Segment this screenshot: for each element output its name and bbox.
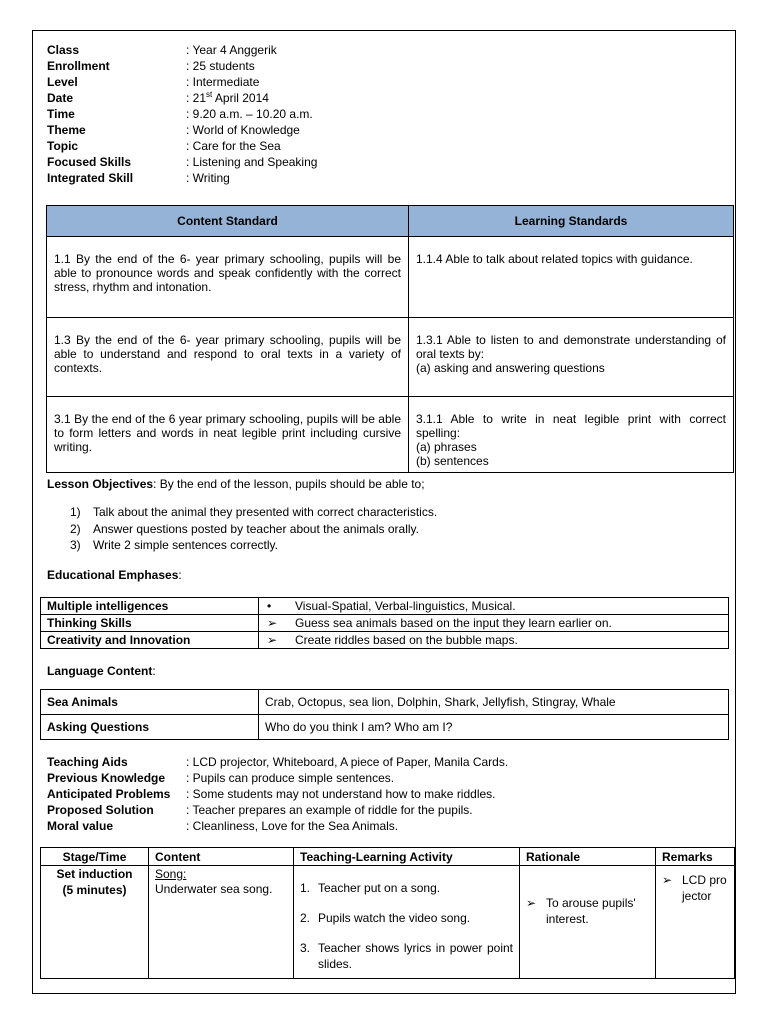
list-text: Teacher put on a song. <box>318 881 441 895</box>
learning-standard-line: (a) asking and answering questions <box>416 361 605 375</box>
detail-value: : LCD projector, Whiteboard, A piece of Paper, Manila Cards. <box>186 755 509 769</box>
header-value: : World of Knowledge <box>186 123 300 137</box>
table-row <box>47 237 734 318</box>
learning-standard-line: 3.1.1 Able to write in neat legible print with correct spelling: <box>416 412 726 440</box>
heading-colon: : <box>178 568 182 582</box>
list-item <box>662 872 728 904</box>
header-value: : Listening and Speaking <box>186 155 318 169</box>
emphasis-text: Visual-Spatial, Verbal-linguistics, Musical. <box>295 599 516 613</box>
list-item <box>70 504 437 521</box>
arrow-bullet-icon: ➢ <box>526 896 537 910</box>
detail-value: : Teacher prepares an example of riddle for the pupils. <box>186 803 473 817</box>
standards-table <box>46 205 734 473</box>
content-standard-header: Content Standard <box>47 206 409 237</box>
list-number: 3. <box>300 941 311 955</box>
arrow-bullet-icon: ➢ <box>267 633 278 647</box>
arrow-bullet-icon: ➢ <box>662 873 673 887</box>
date-day: : 21 <box>186 91 207 105</box>
emphasis-value <box>259 598 729 615</box>
content-standard-cell: 1.1 By the end of the 6- year primary schooling, pupils will be able to pronounce words and speak confidently with the correct stress, rhythm and intonation. <box>47 237 409 318</box>
header-label: Class <box>47 43 80 57</box>
content-standard-cell: 1.3 By the end of the 6- year primary schooling, pupils will be able to understand and respond to oral texts in a variety of contexts. <box>47 318 409 397</box>
learning-standard-cell <box>409 237 734 318</box>
content-standard-cell: 3.1 By the end of the 6 year primary schooling, pupils will be able to form letters and words in neat legible print including cursive writing. <box>47 397 409 473</box>
objectives-list <box>70 504 437 554</box>
list-item <box>70 537 437 554</box>
learning-standard-cell <box>409 318 734 397</box>
emphasis-key: Thinking Skills <box>41 615 259 632</box>
table-row <box>41 598 729 615</box>
detail-label: Anticipated Problems <box>47 787 171 801</box>
detail-label: Proposed Solution <box>47 803 154 817</box>
list-text: Write 2 simple sentences correctly. <box>93 538 278 552</box>
stage-time-header: Stage/Time <box>41 848 149 866</box>
header-label: Topic <box>47 139 79 153</box>
language-table <box>40 689 729 740</box>
header-value: : 9.20 a.m. – 10.20 a.m. <box>186 107 313 121</box>
stage-header-row <box>41 848 735 866</box>
list-text: Pupils watch the video song. <box>318 911 471 925</box>
objectives-label: Lesson Objectives <box>47 477 154 491</box>
stage-name: Set induction <box>56 867 133 881</box>
table-row <box>41 615 729 632</box>
header-label: Focused Skills <box>47 155 132 169</box>
header-value <box>186 90 269 106</box>
header-value: : Care for the Sea <box>186 139 281 153</box>
learning-standard-cell <box>409 397 734 473</box>
header-label: Integrated Skill <box>47 171 134 185</box>
list-number: 2) <box>70 521 81 536</box>
stage-table <box>40 847 735 979</box>
emphases-label: Educational Emphases <box>47 568 179 582</box>
emphasis-value <box>259 615 729 632</box>
emphasis-key: Multiple intelligences <box>41 598 259 615</box>
learning-standards-header: Learning Standards <box>409 206 734 237</box>
stage-cell <box>41 866 149 979</box>
rationale-header: Rationale <box>520 848 656 866</box>
detail-value: : Cleanliness, Love for the Sea Animals. <box>186 819 399 833</box>
language-label: Language Content <box>47 664 153 678</box>
learning-standard-line: 1.3.1 Able to listen to and demonstrate understanding of oral texts by: <box>416 333 726 361</box>
detail-value: : Some students may not understand how to make riddles. <box>186 787 496 801</box>
language-key: Sea Animals <box>41 690 259 715</box>
detail-value: : Pupils can produce simple sentences. <box>186 771 395 785</box>
table-row <box>41 866 735 979</box>
rationale-cell <box>520 866 656 979</box>
content-body: Underwater sea song. <box>155 882 273 896</box>
heading-colon: : <box>152 664 156 678</box>
detail-label: Previous Knowledge <box>47 771 166 785</box>
header-label: Date <box>47 91 74 105</box>
arrow-bullet-icon: ➢ <box>267 616 278 630</box>
language-key: Asking Questions <box>41 715 259 740</box>
language-content-heading <box>47 664 156 678</box>
bullet-icon: • <box>267 599 272 613</box>
list-number: 2. <box>300 911 311 925</box>
objectives-intro: : By the end of the lesson, pupils should be able to; <box>153 477 425 491</box>
list-item <box>300 910 513 926</box>
list-number: 3) <box>70 538 81 552</box>
language-value: Crab, Octopus, sea lion, Dolphin, Shark, Jellyfish, Stingray, Whale <box>259 690 729 715</box>
emphasis-text: Guess sea animals based on the input they learn earlier on. <box>295 616 612 630</box>
content-cell <box>149 866 294 979</box>
list-item <box>300 880 513 896</box>
header-value: : Writing <box>186 171 230 185</box>
list-text: Talk about the animal they presented with correct characteristics. <box>93 505 438 519</box>
table-row <box>41 715 729 740</box>
table-row <box>47 318 734 397</box>
emphasis-value <box>259 632 729 649</box>
remarks-text: LCD projector <box>682 873 727 903</box>
date-suffix: st <box>206 90 213 99</box>
standards-header-row <box>47 206 734 237</box>
emphases-table <box>40 597 729 649</box>
language-value: Who do you think I am? Who am I? <box>259 715 729 740</box>
emphasis-key: Creativity and Innovation <box>41 632 259 649</box>
learning-standard-line: 1.1.4 Able to talk about related topics with guidance. <box>416 252 693 266</box>
list-item <box>526 895 649 927</box>
detail-label: Teaching Aids <box>47 755 128 769</box>
detail-label: Moral value <box>47 819 114 833</box>
date-month-year: April 2014 <box>212 91 269 105</box>
educational-emphases-heading <box>47 568 182 582</box>
list-item <box>70 521 437 538</box>
header-label: Time <box>47 107 75 121</box>
list-number: 1. <box>300 881 311 895</box>
remarks-header: Remarks <box>656 848 735 866</box>
emphasis-text: Create riddles based on the bubble maps. <box>295 633 518 647</box>
table-row <box>47 397 734 473</box>
learning-standard-line: (a) phrases <box>416 440 477 454</box>
activity-header: Teaching-Learning Activity <box>294 848 520 866</box>
header-label: Level <box>47 75 78 89</box>
rationale-text: To arouse pupils' interest. <box>546 896 636 926</box>
header-value: : Year 4 Anggerik <box>186 43 277 57</box>
content-title: Song: <box>155 867 187 881</box>
header-value: : 25 students <box>186 59 255 73</box>
header-label: Theme <box>47 123 86 137</box>
list-text: Teacher shows lyrics in power point slides. <box>318 941 513 971</box>
list-number: 1) <box>70 505 81 519</box>
stage-duration: (5 minutes) <box>62 883 127 897</box>
table-row <box>41 690 729 715</box>
remarks-cell <box>656 866 735 979</box>
table-row <box>41 632 729 649</box>
learning-standard-line: (b) sentences <box>416 454 489 468</box>
list-text: Answer questions posted by teacher about the animals orally. <box>93 521 419 536</box>
content-header: Content <box>149 848 294 866</box>
lesson-objectives-heading <box>47 477 425 491</box>
activity-cell <box>294 866 520 979</box>
list-item <box>300 940 513 972</box>
header-value: : Intermediate <box>186 75 260 89</box>
header-label: Enrollment <box>47 59 110 73</box>
